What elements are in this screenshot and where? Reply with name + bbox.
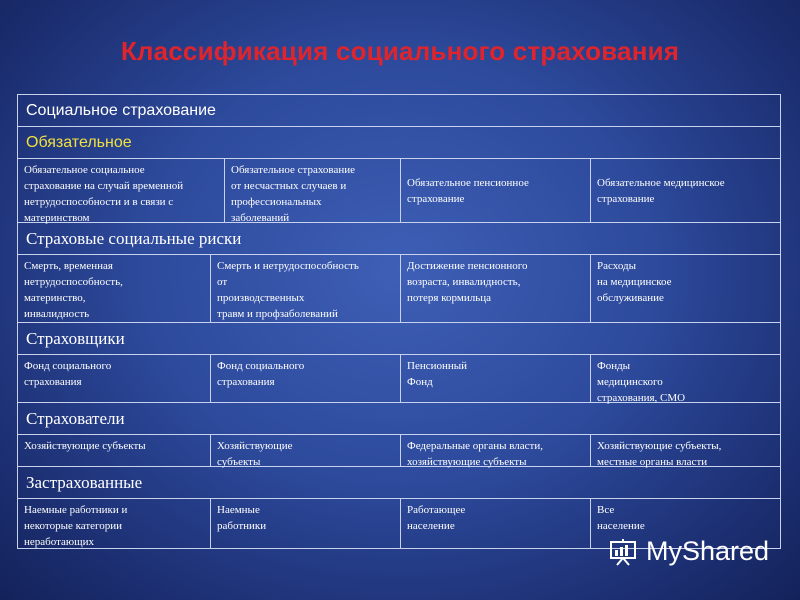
slide-title: Классификация социального страхования bbox=[120, 36, 680, 66]
cell-policyholder-4: Хозяйствующие субъекты, местные органы власти bbox=[590, 435, 780, 466]
watermark-text: MyShared bbox=[646, 536, 770, 566]
cell-insured-2: Наемные работники bbox=[210, 499, 400, 548]
classification-table bbox=[17, 94, 781, 549]
cell-insured-1: Наемные работники и некоторые категории неработающих bbox=[24, 504, 128, 548]
header-policyholders: Страхователи bbox=[18, 403, 780, 435]
cell-type-pension: Обязательное пенсионное страхование bbox=[400, 159, 590, 222]
watermark-logo bbox=[608, 536, 769, 567]
header-risks: Страховые социальные риски bbox=[18, 223, 780, 255]
cell-policyholder-3: Федеральные органы власти, хозяйствующие субъекты bbox=[400, 435, 590, 466]
cell-insurer-4: Фонды медицинского страхования, СМО bbox=[590, 355, 780, 402]
header-social-insurance: Социальное страхование bbox=[18, 95, 780, 127]
cell-type-medical: Обязательное медицинское страхование bbox=[590, 159, 780, 222]
table-row-types bbox=[18, 159, 780, 223]
table-row-risks bbox=[18, 255, 780, 323]
cell-type-accidents: Обязательное страхование от несчастных случаев и профессиональных заболеваний bbox=[224, 159, 400, 222]
header-insured: Застрахованные bbox=[18, 467, 780, 499]
cell-risk-1: Смерть, временная нетрудоспособность, материнство, инвалидность bbox=[24, 260, 123, 320]
header-mandatory: Обязательное bbox=[18, 127, 780, 159]
header-insurers: Страховщики bbox=[18, 323, 780, 355]
table-row-policyholders bbox=[18, 435, 780, 467]
cell-insurer-3: Пенсионный Фонд bbox=[400, 355, 590, 402]
cell-insurer-2: Фонд социального страхования bbox=[210, 355, 400, 402]
presentation-board-icon bbox=[608, 537, 638, 567]
cell-policyholder-2: Хозяйствующие субъекты bbox=[210, 435, 400, 466]
cell-insured-3: Работающее население bbox=[400, 499, 590, 548]
cell-type-temporary-disability: Обязательное социальное страхование на случай временной нетрудоспособности и в связи с материнством bbox=[24, 164, 184, 224]
cell-risk-2: Смерть и нетрудоспособность от производственных травм и профзаболеваний bbox=[210, 255, 400, 322]
cell-insured-4: Все население bbox=[590, 499, 780, 548]
cell-risk-3: Достижение пенсионного возраста, инвалидность, потеря кормильца bbox=[400, 255, 590, 322]
table-row-insurers bbox=[18, 355, 780, 403]
cell-policyholder-1: Хозяйствующие субъекты bbox=[24, 440, 146, 452]
cell-risk-4: Расходы на медицинское обслуживание bbox=[590, 255, 780, 322]
cell-insurer-1: Фонд социального страхования bbox=[24, 360, 112, 388]
